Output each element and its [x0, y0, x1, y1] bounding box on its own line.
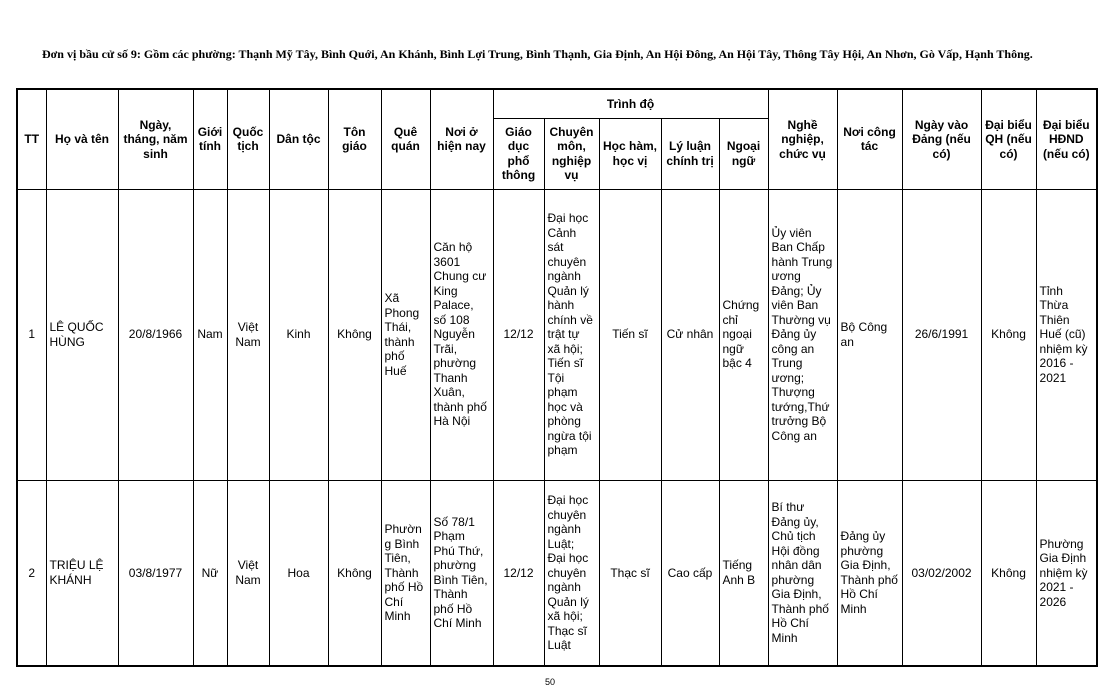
cell-ly-luan: Cử nhân [661, 189, 719, 480]
col-header-ho-va-ten: Họ và tên [46, 89, 118, 189]
cell-gioi-tinh: Nữ [193, 480, 227, 666]
col-header-ngay-vao-dang: Ngày vào Đảng (nếu có) [902, 89, 981, 189]
cell-dai-bieu-hdnd: Tỉnh Thừa Thiên Huế (cũ) nhiệm kỳ 2016 - 2021 [1036, 189, 1097, 480]
cell-ngay-vao-dang: 03/02/2002 [902, 480, 981, 666]
col-header-giao-duc-pho-thong: Giáo dục phổ thông [493, 118, 544, 189]
cell-nghe-nghiep: Ủy viên Ban Chấp hành Trung ương Đảng; Ủy viên Ban Thường vụ Đảng ủy công an Trung ương; Thượng tướng,Thứ trưởng Bộ Công an [768, 189, 837, 480]
col-header-que-quan: Quê quán [381, 89, 430, 189]
col-header-noi-cong-tac: Nơi công tác [837, 89, 902, 189]
cell-noi-cong-tac: Bộ Công an [837, 189, 902, 480]
col-header-ly-luan: Lý luận chính trị [661, 118, 719, 189]
cell-ho-va-ten: TRIỆU LỆ KHÁNH [46, 480, 118, 666]
col-header-hoc-ham: Học hàm, học vị [599, 118, 661, 189]
page-title: Đơn vị bầu cử số 9: Gồm các phường: Thạnh Mỹ Tây, Bình Quới, An Khánh, Bình Lợi Trung, Bình Thạnh, Gia Định, An Hội Đông, An Hội Tây, Thông Tây Hội, An Nhơn, Gò Vấp, Hạnh Thông. [42, 47, 1033, 61]
cell-noi-o: Số 78/1 Phạm Phú Thứ, phường Bình Tiên, Thành phố Hồ Chí Minh [430, 480, 493, 666]
cell-dan-toc: Hoa [269, 480, 328, 666]
cell-quoc-tich: Việt Nam [227, 189, 269, 480]
col-header-noi-o: Nơi ở hiện nay [430, 89, 493, 189]
col-header-ton-giao: Tôn giáo [328, 89, 381, 189]
cell-dai-bieu-qh: Không [981, 189, 1036, 480]
col-header-ngoai-ngu: Ngoại ngữ [719, 118, 768, 189]
cell-ngay-sinh: 03/8/1977 [118, 480, 193, 666]
cell-hoc-ham: Tiến sĩ [599, 189, 661, 480]
cell-ngoai-ngu: Tiếng Anh B [719, 480, 768, 666]
table-row [17, 480, 1097, 666]
cell-ton-giao: Không [328, 189, 381, 480]
cell-que-quan: Phường Bình Tiên, Thành phố Hồ Chí Minh [381, 480, 430, 666]
cell-ngay-sinh: 20/8/1966 [118, 189, 193, 480]
cell-dan-toc: Kinh [269, 189, 328, 480]
page-number: 50 [544, 677, 555, 687]
col-header-gioi-tinh: Giới tính [193, 89, 227, 189]
candidates-table [16, 88, 1098, 667]
col-header-dai-bieu-qh: Đại biểu QH (nếu có) [981, 89, 1036, 189]
col-header-dan-toc: Dân tộc [269, 89, 328, 189]
col-header-quoc-tich: Quốc tịch [227, 89, 269, 189]
col-header-ngay-sinh: Ngày, tháng, năm sinh [118, 89, 193, 189]
cell-chuyen-mon: Đại học chuyên ngành Luật; Đại học chuyên ngành Quản lý xã hội; Thạc sĩ Luật [544, 480, 599, 666]
cell-ngoai-ngu: Chứng chỉ ngoại ngữ bậc 4 [719, 189, 768, 480]
cell-dai-bieu-qh: Không [981, 480, 1036, 666]
cell-giao-duc: 12/12 [493, 480, 544, 666]
cell-ly-luan: Cao cấp [661, 480, 719, 666]
cell-nghe-nghiep: Bí thư Đảng ủy, Chủ tịch Hội đồng nhân dân phường Gia Định, Thành phố Hồ Chí Minh [768, 480, 837, 666]
table-row [17, 189, 1097, 480]
col-header-tt: TT [17, 89, 46, 189]
col-header-nghe-nghiep: Nghề nghiệp, chức vụ [768, 89, 837, 189]
cell-que-quan: Xã Phong Thái, thành phố Huế [381, 189, 430, 480]
cell-ngay-vao-dang: 26/6/1991 [902, 189, 981, 480]
cell-chuyen-mon: Đại học Cảnh sát chuyên ngành Quản lý hành chính về trật tự xã hội; Tiến sĩ Tội phạm học và phòng ngừa tội phạm [544, 189, 599, 480]
col-header-dai-bieu-hdnd: Đại biểu HĐND (nếu có) [1036, 89, 1097, 189]
cell-gioi-tinh: Nam [193, 189, 227, 480]
cell-ton-giao: Không [328, 480, 381, 666]
cell-tt: 2 [17, 480, 46, 666]
cell-dai-bieu-hdnd: Phường Gia Định nhiệm kỳ 2021 - 2026 [1036, 480, 1097, 666]
cell-ho-va-ten: LÊ QUỐC HÙNG [46, 189, 118, 480]
cell-noi-cong-tac: Đảng ủy phường Gia Định, Thành phố Hồ Chí Minh [837, 480, 902, 666]
col-header-trinh-do-group: Trình độ [493, 89, 768, 118]
cell-noi-o: Căn hộ 3601 Chung cư King Palace, số 108 Nguyễn Trãi, phường Thanh Xuân, thành phố Hà Nội [430, 189, 493, 480]
col-header-chuyen-mon: Chuyên môn, nghiệp vụ [544, 118, 599, 189]
cell-hoc-ham: Thạc sĩ [599, 480, 661, 666]
cell-quoc-tich: Việt Nam [227, 480, 269, 666]
cell-tt: 1 [17, 189, 46, 480]
cell-giao-duc: 12/12 [493, 189, 544, 480]
